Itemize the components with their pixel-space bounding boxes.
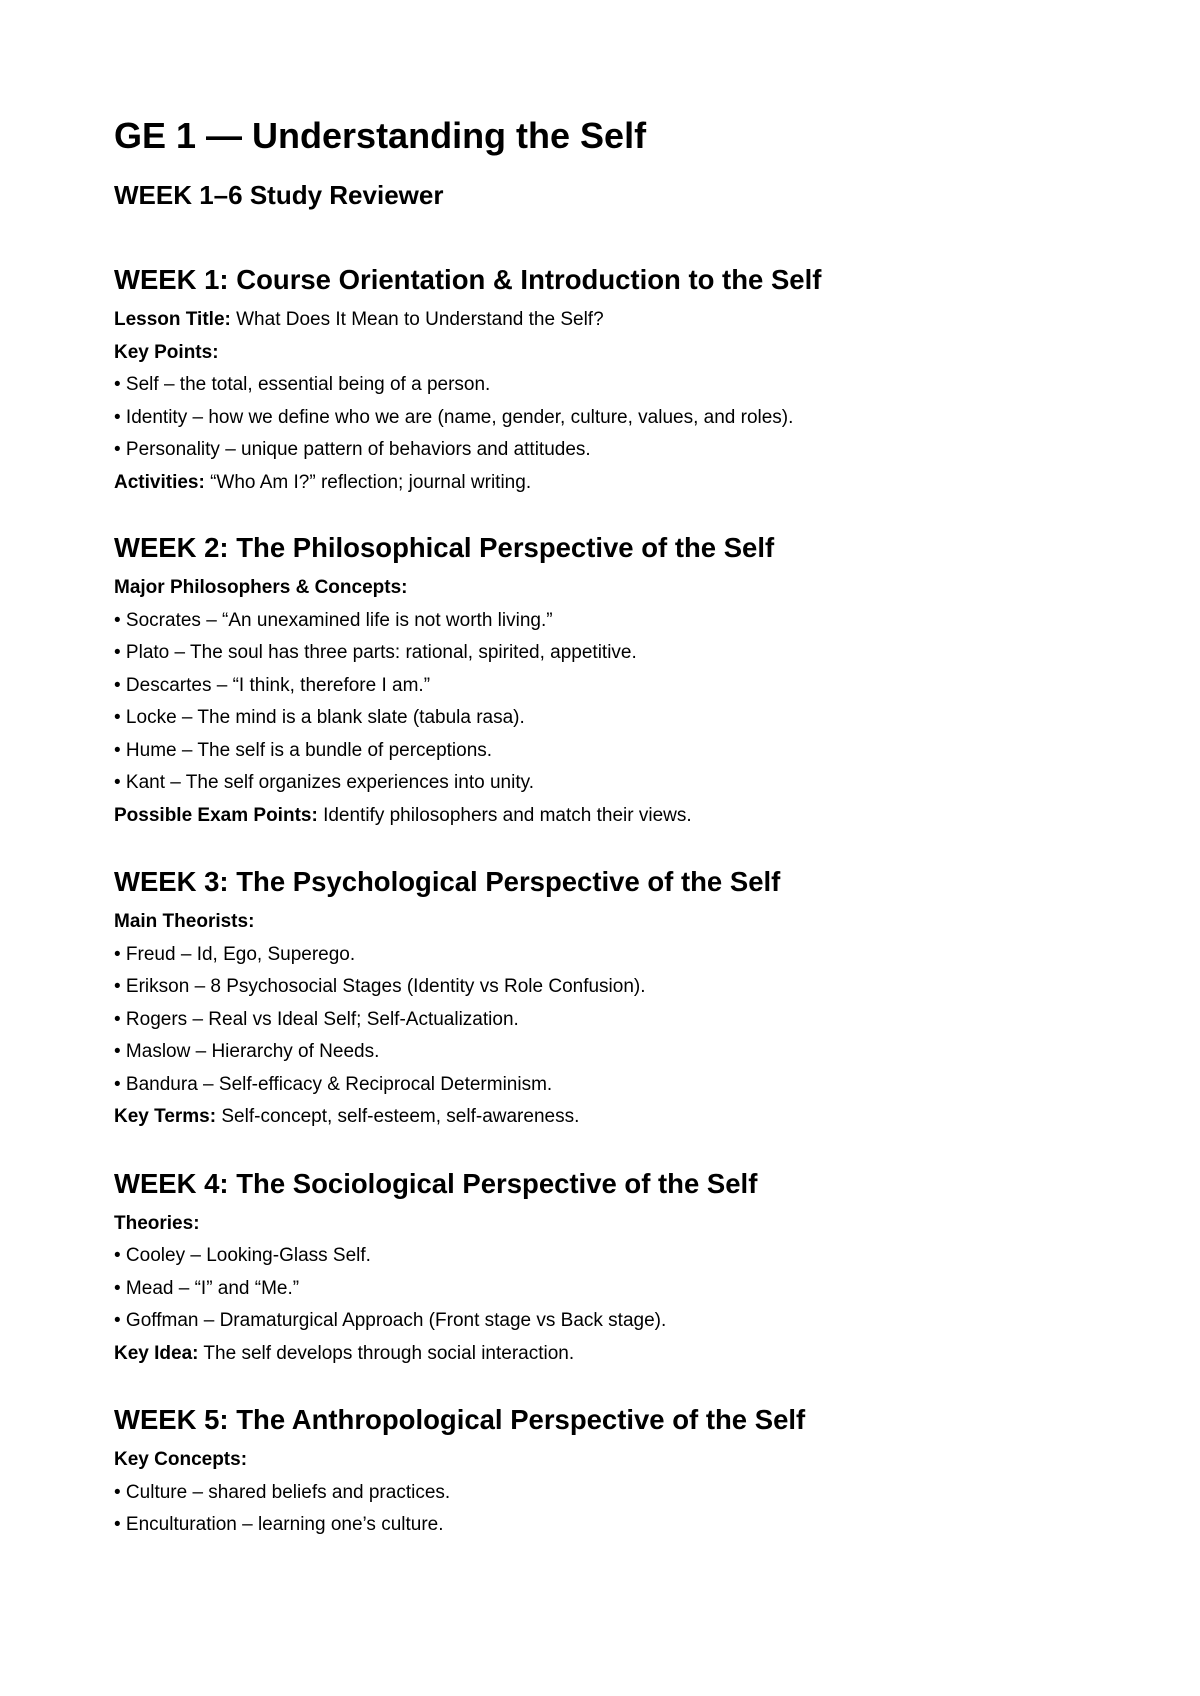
line-text: • Rogers – Real vs Ideal Self; Self-Actualization. [114, 1008, 519, 1030]
line-text: • Self – the total, essential being of a person. [114, 374, 491, 395]
labeled-line [114, 1338, 1114, 1371]
line-text: “Who Am I?” reflection; journal writing. [204, 471, 532, 493]
line-text: What Does It Mean to Understand the Self? [230, 309, 604, 330]
document-page [114, 112, 1114, 1542]
week-section [114, 530, 1114, 832]
line-text: • Kant – The self organizes experiences into unity. [114, 772, 534, 793]
bullet-item [114, 735, 1114, 768]
bullet-item [114, 1004, 1114, 1037]
bullet-item [114, 1305, 1114, 1338]
week-content [114, 304, 1114, 499]
week-content [114, 906, 1114, 1134]
labeled-line [114, 572, 1114, 605]
line-label: Key Concepts: [114, 1449, 248, 1470]
bullet-item [114, 1036, 1114, 1069]
line-text: • Maslow – Hierarchy of Needs. [114, 1041, 380, 1062]
line-label: Theories: [114, 1212, 200, 1234]
document-title: GE 1 — Understanding the Self [114, 115, 647, 156]
line-text: • Mead – “I” and “Me.” [114, 1277, 300, 1299]
line-text: • Personality – unique pattern of behaviors and attitudes. [114, 439, 591, 460]
labeled-line [114, 906, 1114, 939]
line-label: Major Philosophers & Concepts: [114, 577, 408, 598]
labeled-line [114, 467, 1114, 500]
labeled-line [114, 800, 1114, 833]
bullet-item [114, 402, 1114, 435]
bullet-item [114, 434, 1114, 467]
line-label: Key Terms: [114, 1106, 217, 1127]
labeled-line [114, 337, 1114, 370]
line-text: • Plato – The soul has three parts: rational, spirited, appetitive. [114, 642, 637, 663]
line-text: • Hume – The self is a bundle of perceptions. [114, 739, 493, 761]
line-text: Identify philosophers and match their views. [317, 804, 692, 826]
bullet-item [114, 637, 1114, 670]
labeled-line [114, 1444, 1114, 1477]
week-heading: WEEK 3: The Psychological Perspective of the Self [114, 866, 781, 897]
week-heading: WEEK 4: The Sociological Perspective of the Self [114, 1167, 758, 1199]
line-text: • Culture – shared beliefs and practices. [114, 1481, 451, 1503]
bullet-item [114, 1069, 1114, 1102]
week-section [114, 864, 1114, 1134]
line-text: • Goffman – Dramaturgical Approach (Front stage vs Back stage). [114, 1310, 667, 1331]
line-label: Lesson Title: [114, 309, 231, 330]
bullet-item [114, 1273, 1114, 1306]
bullet-item [114, 702, 1114, 735]
labeled-line [114, 304, 1114, 337]
line-text: Self-concept, self-esteem, self-awareness. [216, 1106, 580, 1127]
line-label: Key Idea: [114, 1342, 199, 1364]
line-text: • Erikson – 8 Psychosocial Stages (Identity vs Role Confusion). [114, 976, 646, 997]
bullet-item [114, 605, 1114, 638]
bullet-item [114, 971, 1114, 1004]
line-text: • Socrates – “An unexamined life is not worth living.” [114, 609, 553, 631]
week-section [114, 262, 1114, 499]
line-label: Possible Exam Points: [114, 804, 318, 826]
week-heading: WEEK 1: Course Orientation & Introduction to the Self [114, 264, 822, 295]
labeled-line [114, 1208, 1114, 1241]
document-subtitle: WEEK 1–6 Study Reviewer [114, 180, 444, 210]
line-label: Activities: [114, 471, 205, 493]
bullet-item [114, 670, 1114, 703]
weeks-list [114, 262, 1114, 1542]
week-content [114, 1208, 1114, 1371]
line-label: Key Points: [114, 341, 219, 363]
line-label: Main Theorists: [114, 911, 255, 932]
week-heading: WEEK 5: The Anthropological Perspective of the Self [114, 1404, 806, 1435]
line-text: • Identity – how we define who we are (name, gender, culture, values, and roles). [114, 406, 794, 428]
week-content [114, 572, 1114, 832]
week-section [114, 1166, 1114, 1371]
line-text: • Locke – The mind is a blank slate (tabula rasa). [114, 707, 525, 728]
bullet-item [114, 369, 1114, 402]
bullet-item [114, 1477, 1114, 1510]
week-content [114, 1444, 1114, 1542]
line-text: • Enculturation – learning one’s culture. [114, 1514, 444, 1535]
bullet-item [114, 1509, 1114, 1542]
bullet-item [114, 939, 1114, 972]
labeled-line [114, 1101, 1114, 1134]
line-text: • Descartes – “I think, therefore I am.” [114, 674, 431, 696]
bullet-item [114, 1240, 1114, 1273]
line-text: • Bandura – Self-efficacy & Reciprocal Determinism. [114, 1073, 553, 1095]
week-heading: WEEK 2: The Philosophical Perspective of the Self [114, 532, 775, 563]
week-section [114, 1402, 1114, 1542]
line-text: • Freud – Id, Ego, Superego. [114, 943, 356, 965]
line-text: The self develops through social interaction. [198, 1342, 575, 1364]
line-text: • Cooley – Looking-Glass Self. [114, 1245, 371, 1266]
bullet-item [114, 767, 1114, 800]
